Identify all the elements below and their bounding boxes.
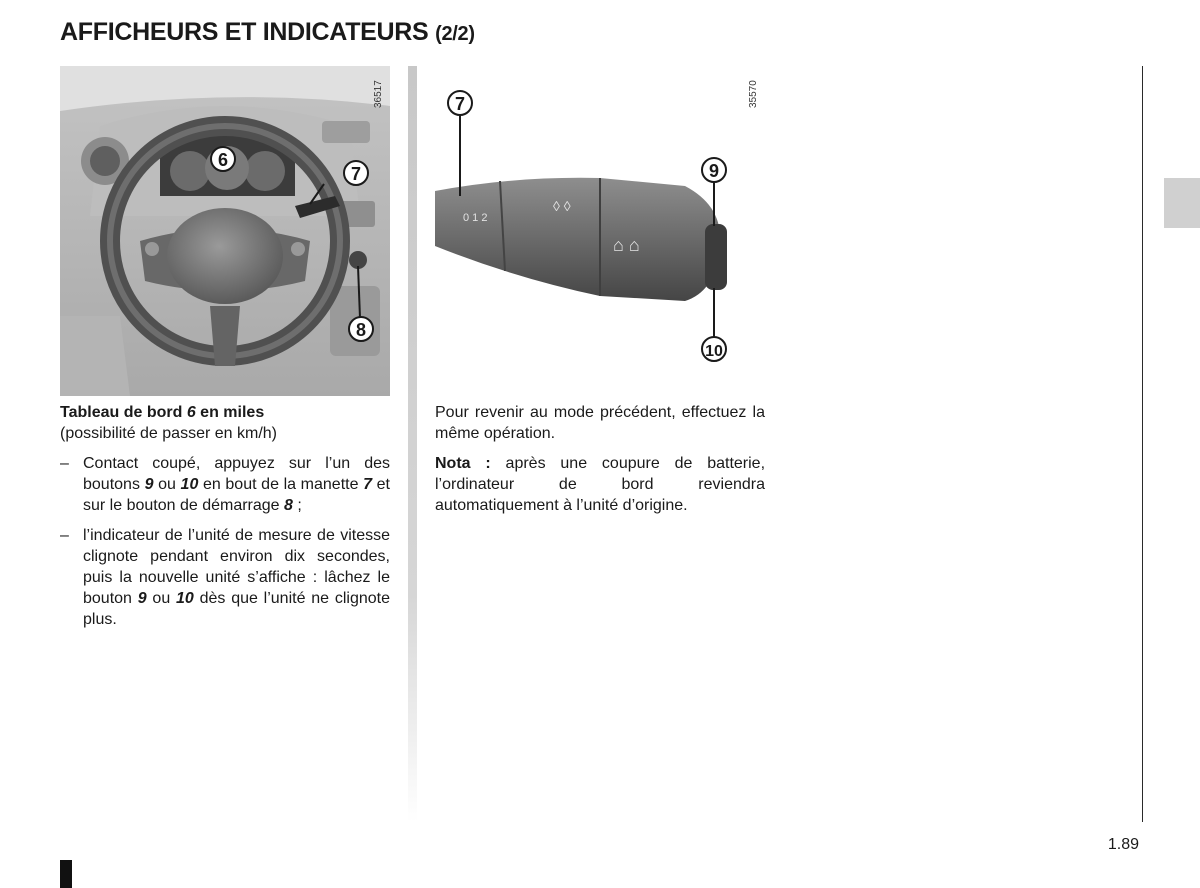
right-column-text — [435, 402, 765, 525]
caption-bold — [60, 404, 264, 421]
text-run: dès que l’unité ne clignote plus. — [83, 590, 390, 628]
svg-text:10: 10 — [705, 343, 723, 360]
svg-text:⌂ ⌂: ⌂ ⌂ — [613, 235, 640, 255]
callout-10 — [702, 337, 726, 361]
section-tab — [1164, 178, 1200, 228]
column-divider — [408, 66, 417, 822]
paragraph-nota — [435, 453, 765, 516]
list-dash: – — [60, 527, 69, 544]
ref-number: 9 — [144, 476, 154, 493]
caption-line2: (possibilité de passer en km/h) — [60, 425, 277, 442]
text-run: ou — [146, 590, 177, 607]
list-item — [60, 525, 390, 630]
text-run: ; — [292, 497, 302, 514]
paragraph-revert: Pour revenir au mode précédent, effectuez la même opération. — [435, 404, 765, 442]
svg-text:8: 8 — [355, 320, 367, 340]
svg-text:9: 9 — [708, 161, 720, 181]
caption-text-1: Tableau de bord — [60, 404, 187, 421]
svg-text:7: 7 — [454, 94, 466, 114]
figure-ref-dashboard: 36517 — [373, 80, 384, 108]
ref-number: 10 — [180, 476, 199, 493]
text-run: ou — [153, 476, 181, 493]
page-title-main: AFFICHEURS ET INDICATEURS — [60, 18, 429, 46]
callout-7-stalk — [448, 91, 472, 115]
caption-ref-6: 6 — [186, 404, 196, 421]
callout-6 — [211, 147, 235, 171]
svg-text:6: 6 — [217, 150, 229, 170]
svg-text:0 1 2: 0 1 2 — [463, 212, 488, 224]
caption-text-2: en miles — [195, 404, 265, 421]
page-number: 1.89 — [1107, 836, 1139, 853]
callout-7 — [344, 161, 368, 185]
text-run: Contact coupé, appuyez sur l’un des boutons — [83, 455, 390, 493]
text-run: en bout de la manette — [198, 476, 364, 493]
figure-caption — [60, 402, 390, 444]
list-dash: – — [60, 455, 69, 472]
corner-marker — [60, 860, 72, 888]
ref-number: 9 — [137, 590, 147, 607]
text-run: l’indicateur de l’unité de mesure de vitesse clignote pendant environ dix secondes, puis la nouvelle unité s’affiche : lâchez le bouton — [83, 527, 390, 607]
figure-ref-stalk: 35570 — [748, 80, 759, 108]
ref-number: 10 — [176, 590, 194, 607]
page-title-suffix: (2/2) — [435, 23, 475, 45]
nota-text: après une coupure de batterie, l’ordinateur de bord reviendra automatiquement à l’unité d’origine. — [435, 455, 766, 514]
dashboard-illustration — [60, 66, 390, 396]
margin-rule — [1142, 66, 1143, 822]
list-item — [60, 453, 390, 516]
ref-number: 8 — [284, 497, 293, 514]
svg-text:◊ ◊: ◊ ◊ — [553, 198, 571, 214]
page-title — [60, 18, 475, 47]
instruction-list — [60, 453, 390, 639]
svg-text:7: 7 — [350, 164, 362, 184]
nota-label: Nota : — [435, 455, 491, 472]
callout-8 — [349, 317, 373, 341]
ref-number: 7 — [363, 476, 373, 493]
wiper-stalk-illustration — [435, 66, 765, 366]
callout-9 — [702, 158, 726, 182]
text-run: et sur le bouton de démarrage — [83, 476, 391, 514]
